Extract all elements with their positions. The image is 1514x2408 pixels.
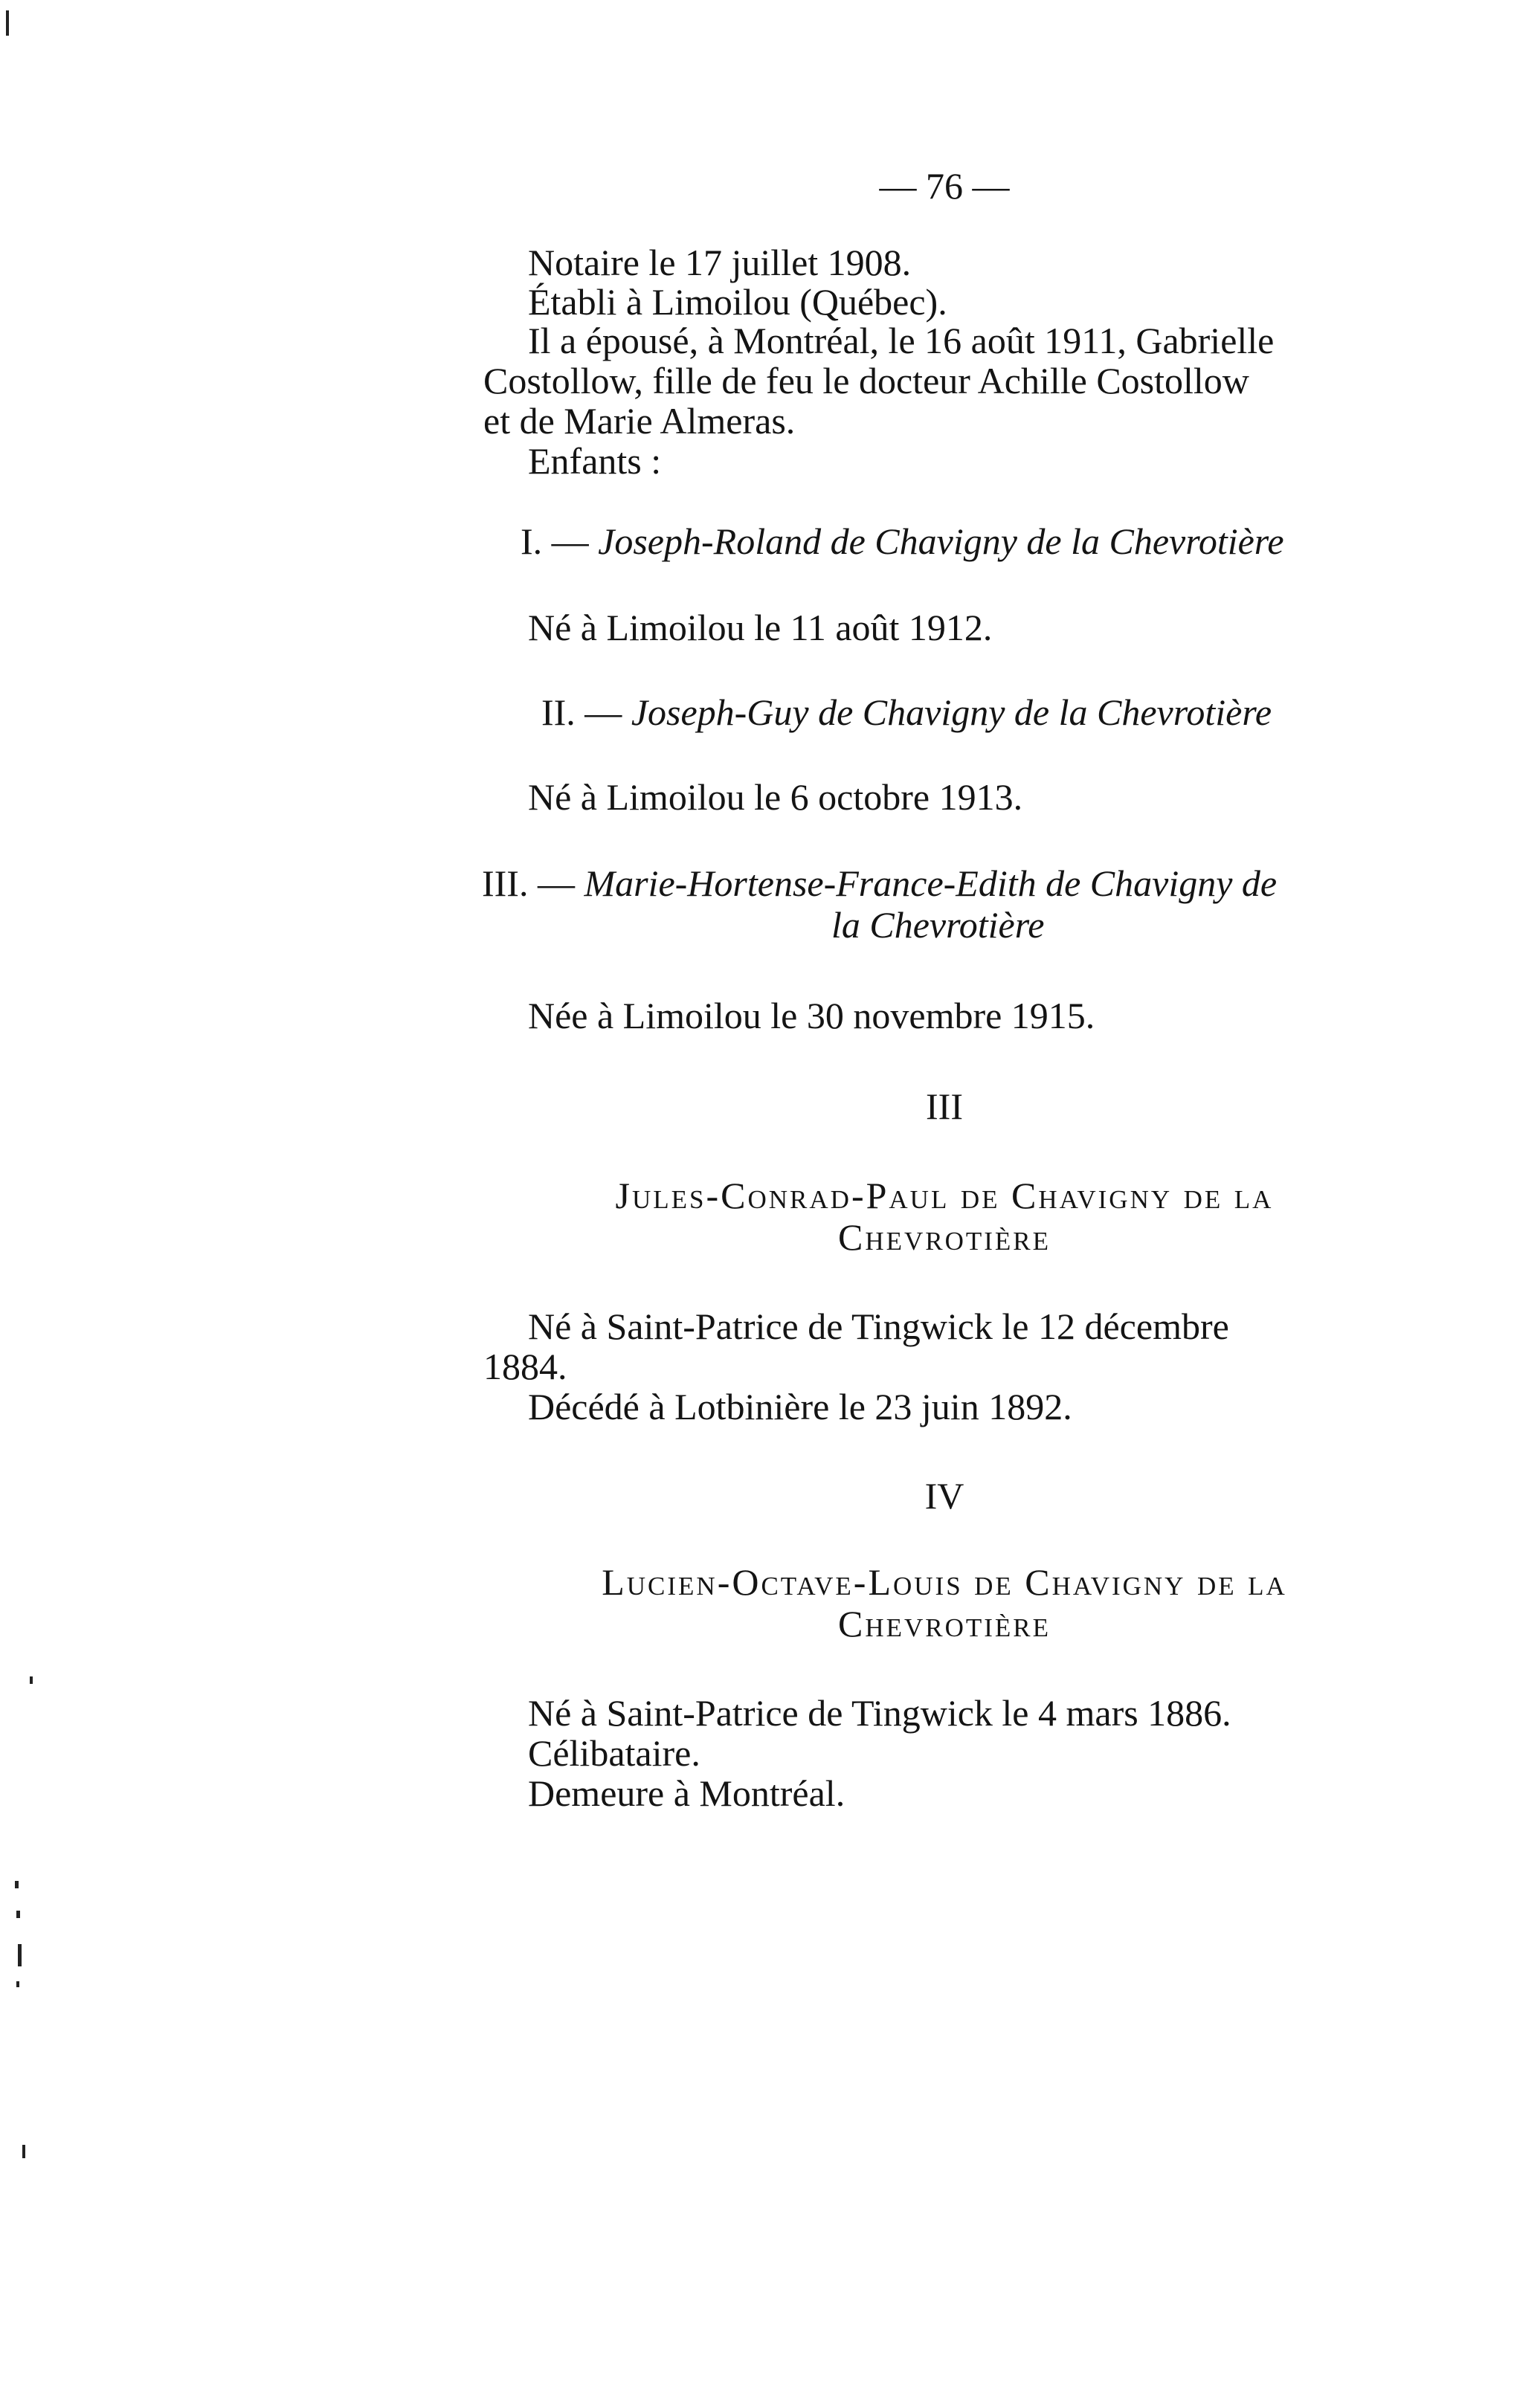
section-line: Né à Saint-Patrice de Tingwick le 4 mars 1886. xyxy=(528,1692,1231,1734)
child-numeral: I. — xyxy=(521,520,589,562)
child-name: Marie-Hortense-France-Edith de Chavigny de xyxy=(584,862,1278,904)
child-entry xyxy=(541,691,1272,733)
scan-mark xyxy=(22,2145,25,2158)
child-name: Joseph-Roland de Chavigny de la Chevrotière xyxy=(598,520,1284,562)
child-numeral: III. — xyxy=(482,862,575,904)
child-numeral: II. — xyxy=(541,691,622,733)
section-heading: Jules-Conrad-Paul de Chavigny de la xyxy=(615,1175,1274,1216)
child-birth: Né à Limoilou le 6 octobre 1913. xyxy=(528,776,1023,818)
scan-mark xyxy=(16,1981,19,1987)
intro-line: Costollow, fille de feu le docteur Achille Costollow xyxy=(483,360,1249,401)
child-name-continued: la Chevrotière xyxy=(831,904,1045,946)
section-line: Décédé à Lotbinière le 23 juin 1892. xyxy=(528,1386,1072,1427)
scan-mark xyxy=(16,1911,20,1918)
section-line: Célibataire. xyxy=(528,1732,700,1774)
section-heading-continued: Chevrotière xyxy=(837,1603,1051,1644)
section-line: Demeure à Montréal. xyxy=(528,1772,845,1814)
intro-line: Il a épousé, à Montréal, le 16 août 1911, Gabrielle xyxy=(528,320,1275,361)
section-numeral: IV xyxy=(924,1475,964,1517)
scan-mark xyxy=(18,1944,22,1966)
child-entry xyxy=(521,520,1284,562)
intro-line: Enfants : xyxy=(528,440,662,482)
intro-line: et de Marie Almeras. xyxy=(483,400,796,442)
child-birth: Né à Limoilou le 11 août 1912. xyxy=(528,607,993,648)
page-number: — 76 — xyxy=(879,165,1010,207)
section-line: Né à Saint-Patrice de Tingwick le 12 décembre xyxy=(528,1305,1229,1347)
scan-mark xyxy=(15,1881,19,1888)
section-heading-continued: Chevrotière xyxy=(837,1216,1051,1258)
scan-mark xyxy=(30,1676,33,1684)
intro-line: Notaire le 17 juillet 1908. xyxy=(528,242,912,283)
child-entry xyxy=(482,862,1277,904)
section-line: 1884. xyxy=(483,1346,567,1387)
child-birth: Née à Limoilou le 30 novembre 1915. xyxy=(528,995,1095,1036)
section-heading: Lucien-Octave-Louis de Chavigny de la xyxy=(602,1561,1287,1603)
section-numeral: III xyxy=(926,1085,963,1127)
scan-mark xyxy=(6,10,9,36)
intro-line: Établi à Limoilou (Québec). xyxy=(528,281,947,323)
child-name: Joseph-Guy de Chavigny de la Chevrotière xyxy=(631,691,1272,733)
